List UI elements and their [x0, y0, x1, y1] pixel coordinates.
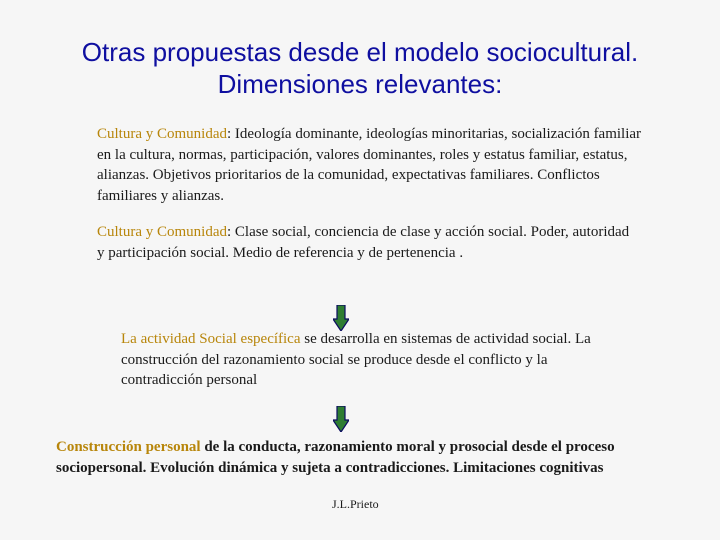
slide-title: [40, 36, 680, 100]
highlight-term: Cultura y Comunidad: [97, 224, 227, 240]
arrow-down-icon: [333, 305, 349, 331]
title-line-1: Otras propuestas desde el modelo sociocultural.: [81, 37, 639, 67]
title-line-2: Dimensiones relevantes:: [217, 69, 503, 99]
paragraph-text: : Clase social, conciencia de clase y acción social. Poder, autoridad y participación social. Medio de referencia y de pertenencia .: [97, 224, 630, 261]
highlight-term: Cultura y Comunidad: [97, 126, 227, 142]
highlight-term: Construcción personal: [56, 439, 201, 455]
paragraph-personal-construction: [56, 437, 676, 478]
arrow-down-icon: [333, 406, 349, 432]
paragraph-text: : Ideología dominante, ideologías minoritarias, socialización familiar en la cultura, normas, participación, valores dominantes, roles y estatus familiar, estatus, alianzas. Objetivos prioritarios de la comunidad, expectativas familiares. Conflictos familiares y alianzas.: [97, 126, 642, 204]
paragraph-culture-community-2: [97, 222, 637, 263]
paragraph-social-activity: [121, 329, 601, 391]
paragraph-text: se desarrolla en sistemas de actividad social. La construcción del razonamiento social se produce desde el conflicto y la contradicción personal: [121, 331, 591, 388]
author-credit: J.L.Prieto: [332, 497, 379, 511]
highlight-term: La actividad Social específica: [121, 331, 301, 347]
paragraph-text: de la conducta, razonamiento moral y prosocial desde el proceso sociopersonal. Evolución dinámica y sujeta a contradicciones. Limitaciones cognitivas: [56, 439, 615, 476]
paragraph-culture-community-1: [97, 124, 657, 206]
